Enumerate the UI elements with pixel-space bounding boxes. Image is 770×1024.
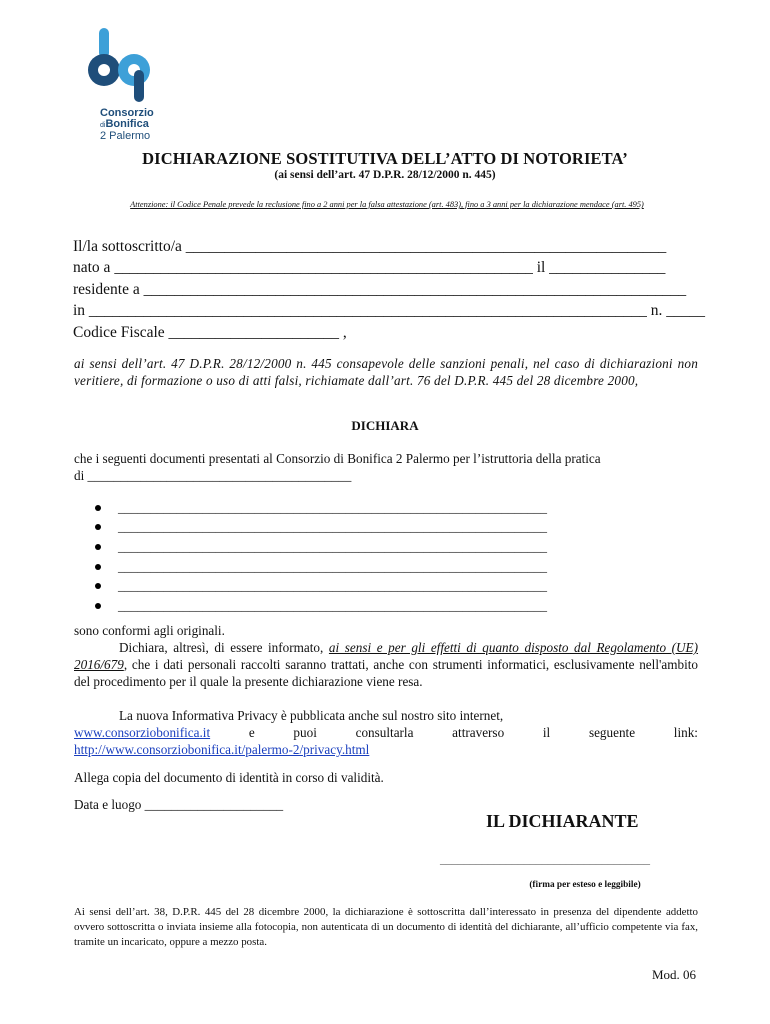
- privacy-link[interactable]: http://www.consorziobonifica.it/palermo-2/privacy.html: [74, 742, 370, 757]
- footnote: Ai sensi dell’art. 38, D.P.R. 445 del 28 dicembre 2000, la dichiarazione è sottoscritta dall’interessato in presenza del dipendente addetto ovvero sottoscritta o inviata insieme alla fotocopia, non autenticata di un documento di identità del dichiarante, all’ufficio competente via fax, tramite un incaricato, oppure a mezzo posta.: [74, 906, 698, 948]
- module-code: Mod. 06: [652, 967, 697, 982]
- signature-field[interactable]: ___________________________________: [440, 852, 650, 866]
- list-item[interactable]: __________________________________________________________________: [95, 576, 547, 596]
- list-item[interactable]: __________________________________________________________________: [95, 537, 547, 557]
- bullet-icon: [95, 603, 101, 609]
- field-residente[interactable]: residente a ______________________________________________________________________: [73, 281, 687, 298]
- signature-note: (firma per esteso e leggibile): [529, 880, 641, 890]
- bullet-icon: [95, 505, 101, 511]
- field-data-luogo[interactable]: Data e luogo _____________________: [74, 797, 284, 812]
- bullet-icon: [95, 544, 101, 550]
- logo-line-1: Consorzio: [100, 107, 154, 119]
- list-item[interactable]: __________________________________________________________________: [95, 596, 547, 616]
- logo-text: [100, 108, 154, 142]
- penal-code-warning: Attenzione: il Codice Penale prevede la reclusione fino a 2 anni per la falsa attestazione (art. 483), fino a 3 anni per la dichiarazione mendace (art. 495): [130, 200, 644, 209]
- documenti-intro: che i seguenti documenti presentati al Consorzio di Bonifica 2 Palermo per l’istruttoria della pratica di ________________________________________: [74, 450, 698, 484]
- informativa-text: La nuova Informativa Privacy è pubblicata anche sul nostro sito internet,: [119, 708, 504, 723]
- field-sottoscritto[interactable]: Il/la sottoscritto/a ______________________________________________________________: [73, 238, 667, 255]
- list-item[interactable]: __________________________________________________________________: [95, 518, 547, 538]
- document-title: DICHIARAZIONE SOSTITUTIVA DELL’ATTO DI NOTORIETA’: [142, 149, 628, 168]
- dichiara-heading: DICHIARA: [351, 418, 419, 433]
- bullet-icon: [95, 564, 101, 570]
- consapevole-paragraph: ai sensi dell’art. 47 D.P.R. 28/12/2000 n. 445 consapevole delle sanzioni penali, nel caso di dichiarazioni non veritiere, di formazione o uso di atti falsi, richiamate dall’art. 76 del D.P.R. 445 del 28 dicembre 2000,: [74, 356, 698, 388]
- document-subtitle: (ai sensi dell’art. 47 D.P.R. 28/12/2000 n. 445): [274, 169, 496, 181]
- conformi-text: sono conformi agli originali.: [74, 623, 225, 638]
- field-nato-a[interactable]: nato a ______________________________________________________ il _______________: [73, 259, 666, 276]
- documents-list: [95, 498, 547, 616]
- field-indirizzo[interactable]: in ________________________________________________________________________ n. _____: [73, 302, 706, 319]
- list-item[interactable]: __________________________________________________________________: [95, 557, 547, 577]
- bullet-icon: [95, 583, 101, 589]
- informativa-link-row: www.consorziobonifica.it e puoi consultarla attraverso il seguente link:: [74, 725, 698, 740]
- logo-line-2: diBonifica: [100, 118, 149, 130]
- field-pratica[interactable]: di ________________________________________: [74, 468, 352, 483]
- site-link[interactable]: www.consorziobonifica.it: [74, 725, 211, 740]
- allega-text: Allega copia del documento di identità in corso di validità.: [74, 770, 384, 785]
- logo-line-3: 2 Palermo: [100, 130, 151, 142]
- regolamento-reference: ai sensi e per gli effetti di quanto disposto dal Regolamento (UE) 2016/679: [74, 640, 699, 672]
- dichiarante-heading: IL DICHIARANTE: [486, 811, 639, 831]
- bullet-icon: [95, 524, 101, 530]
- list-item[interactable]: __________________________________________________________________: [95, 498, 547, 518]
- privacy-link-row: [74, 741, 698, 758]
- privacy-paragraph: Dichiara, altresì, di essere informato, ai sensi e per gli effetti di quanto disposto dal Regolamento (UE) 2016/679, che i dati personali raccolti saranno trattati, anche con strumenti informatici, esclusivamente nell'ambito del procedimento per il quale la presente dichiarazione viene resa.: [74, 640, 699, 689]
- field-codice-fiscale[interactable]: Codice Fiscale ______________________ ,: [73, 324, 347, 341]
